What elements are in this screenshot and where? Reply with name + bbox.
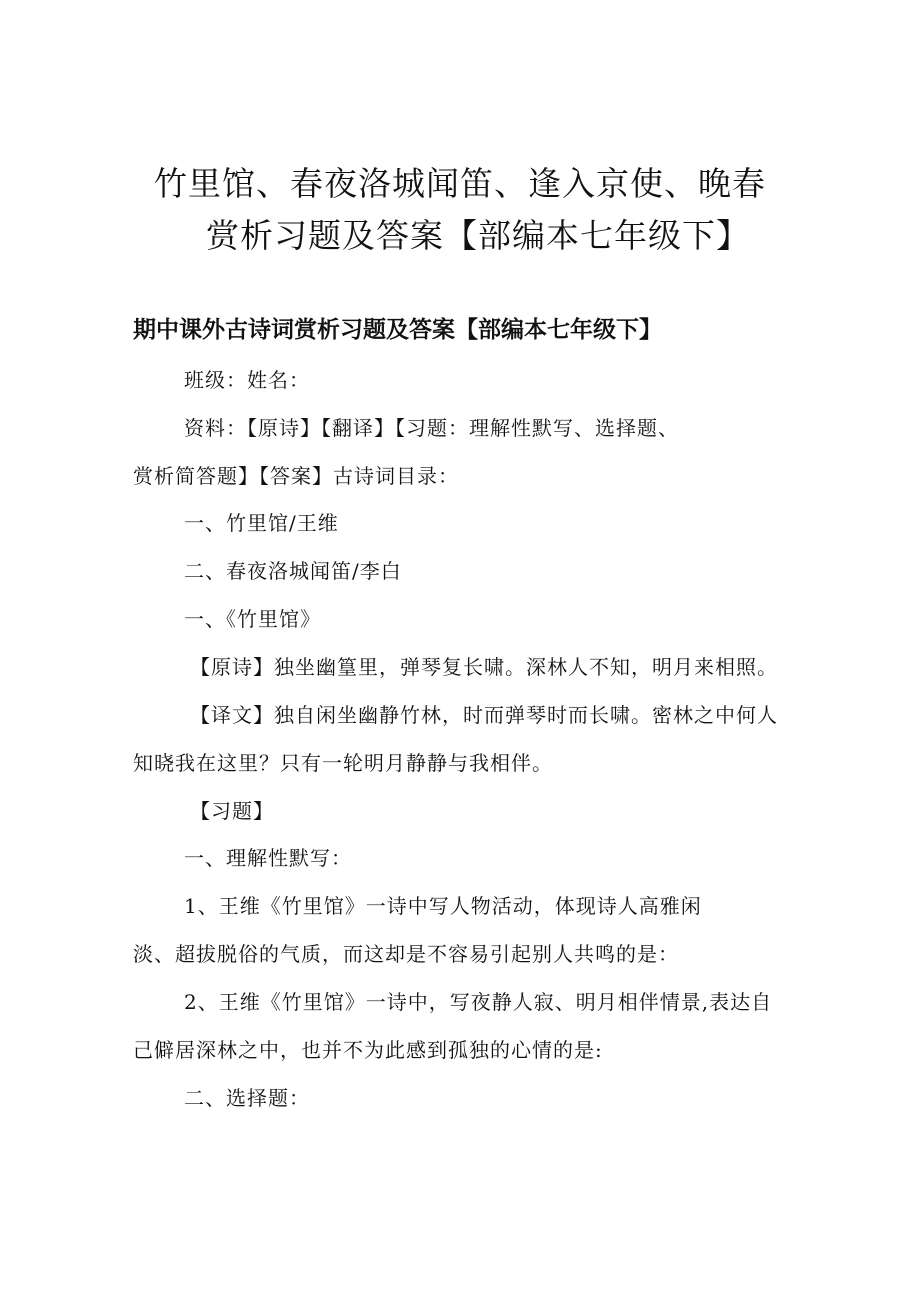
toc-item-1: 一、竹里馆/王维 bbox=[184, 511, 339, 535]
class-name-line: 班级：姓名： bbox=[184, 368, 310, 392]
section-heading: 期中课外古诗词赏析习题及答案【部编本七年级下】 bbox=[133, 317, 662, 343]
original-poem-line: 【原诗】独坐幽篁里，弹琴复长啸。深林人不知，明月来相照。 bbox=[190, 655, 778, 679]
question-1-line-1: 1、王维《竹里馆》一诗中写人物活动，体现诗人高雅闲 bbox=[184, 894, 702, 918]
poem-heading: 一、《竹里馆》 bbox=[184, 607, 321, 631]
question-2-line-2: 己僻居深林之中，也并不为此感到孤独的心情的是: bbox=[133, 1038, 603, 1062]
document-title-line-1: 竹里馆、春夜洛城闻笛、逢入京使、晚春 bbox=[154, 164, 766, 203]
dictation-heading: 一、理解性默写： bbox=[184, 846, 352, 870]
toc-item-2: 二、春夜洛城闻笛/李白 bbox=[184, 559, 402, 583]
document-title-line-2: 赏析习题及答案【部编本七年级下】 bbox=[206, 216, 750, 255]
choice-heading: 二、选择题： bbox=[184, 1086, 310, 1110]
exercises-heading: 【习题】 bbox=[190, 799, 274, 823]
question-1-line-2: 淡、超拔脱俗的气质，而这却是不容易引起别人共鸣的是： bbox=[133, 942, 679, 966]
materials-line-2: 赏析简答题】【答案】古诗词目录： bbox=[133, 464, 459, 488]
question-2-line-1: 2、王维《竹里馆》一诗中，写夜静人寂、明月相伴情景,表达自 bbox=[184, 990, 773, 1014]
materials-line-1: 资料：【原诗】【翻译】【习题：理解性默写、选择题、 bbox=[184, 416, 679, 440]
translation-line-1: 【译文】独自闲坐幽静竹林，时而弹琴时而长啸。密林之中何人 bbox=[190, 703, 778, 727]
translation-line-2: 知晓我在这里？只有一轮明月静静与我相伴。 bbox=[133, 751, 553, 775]
